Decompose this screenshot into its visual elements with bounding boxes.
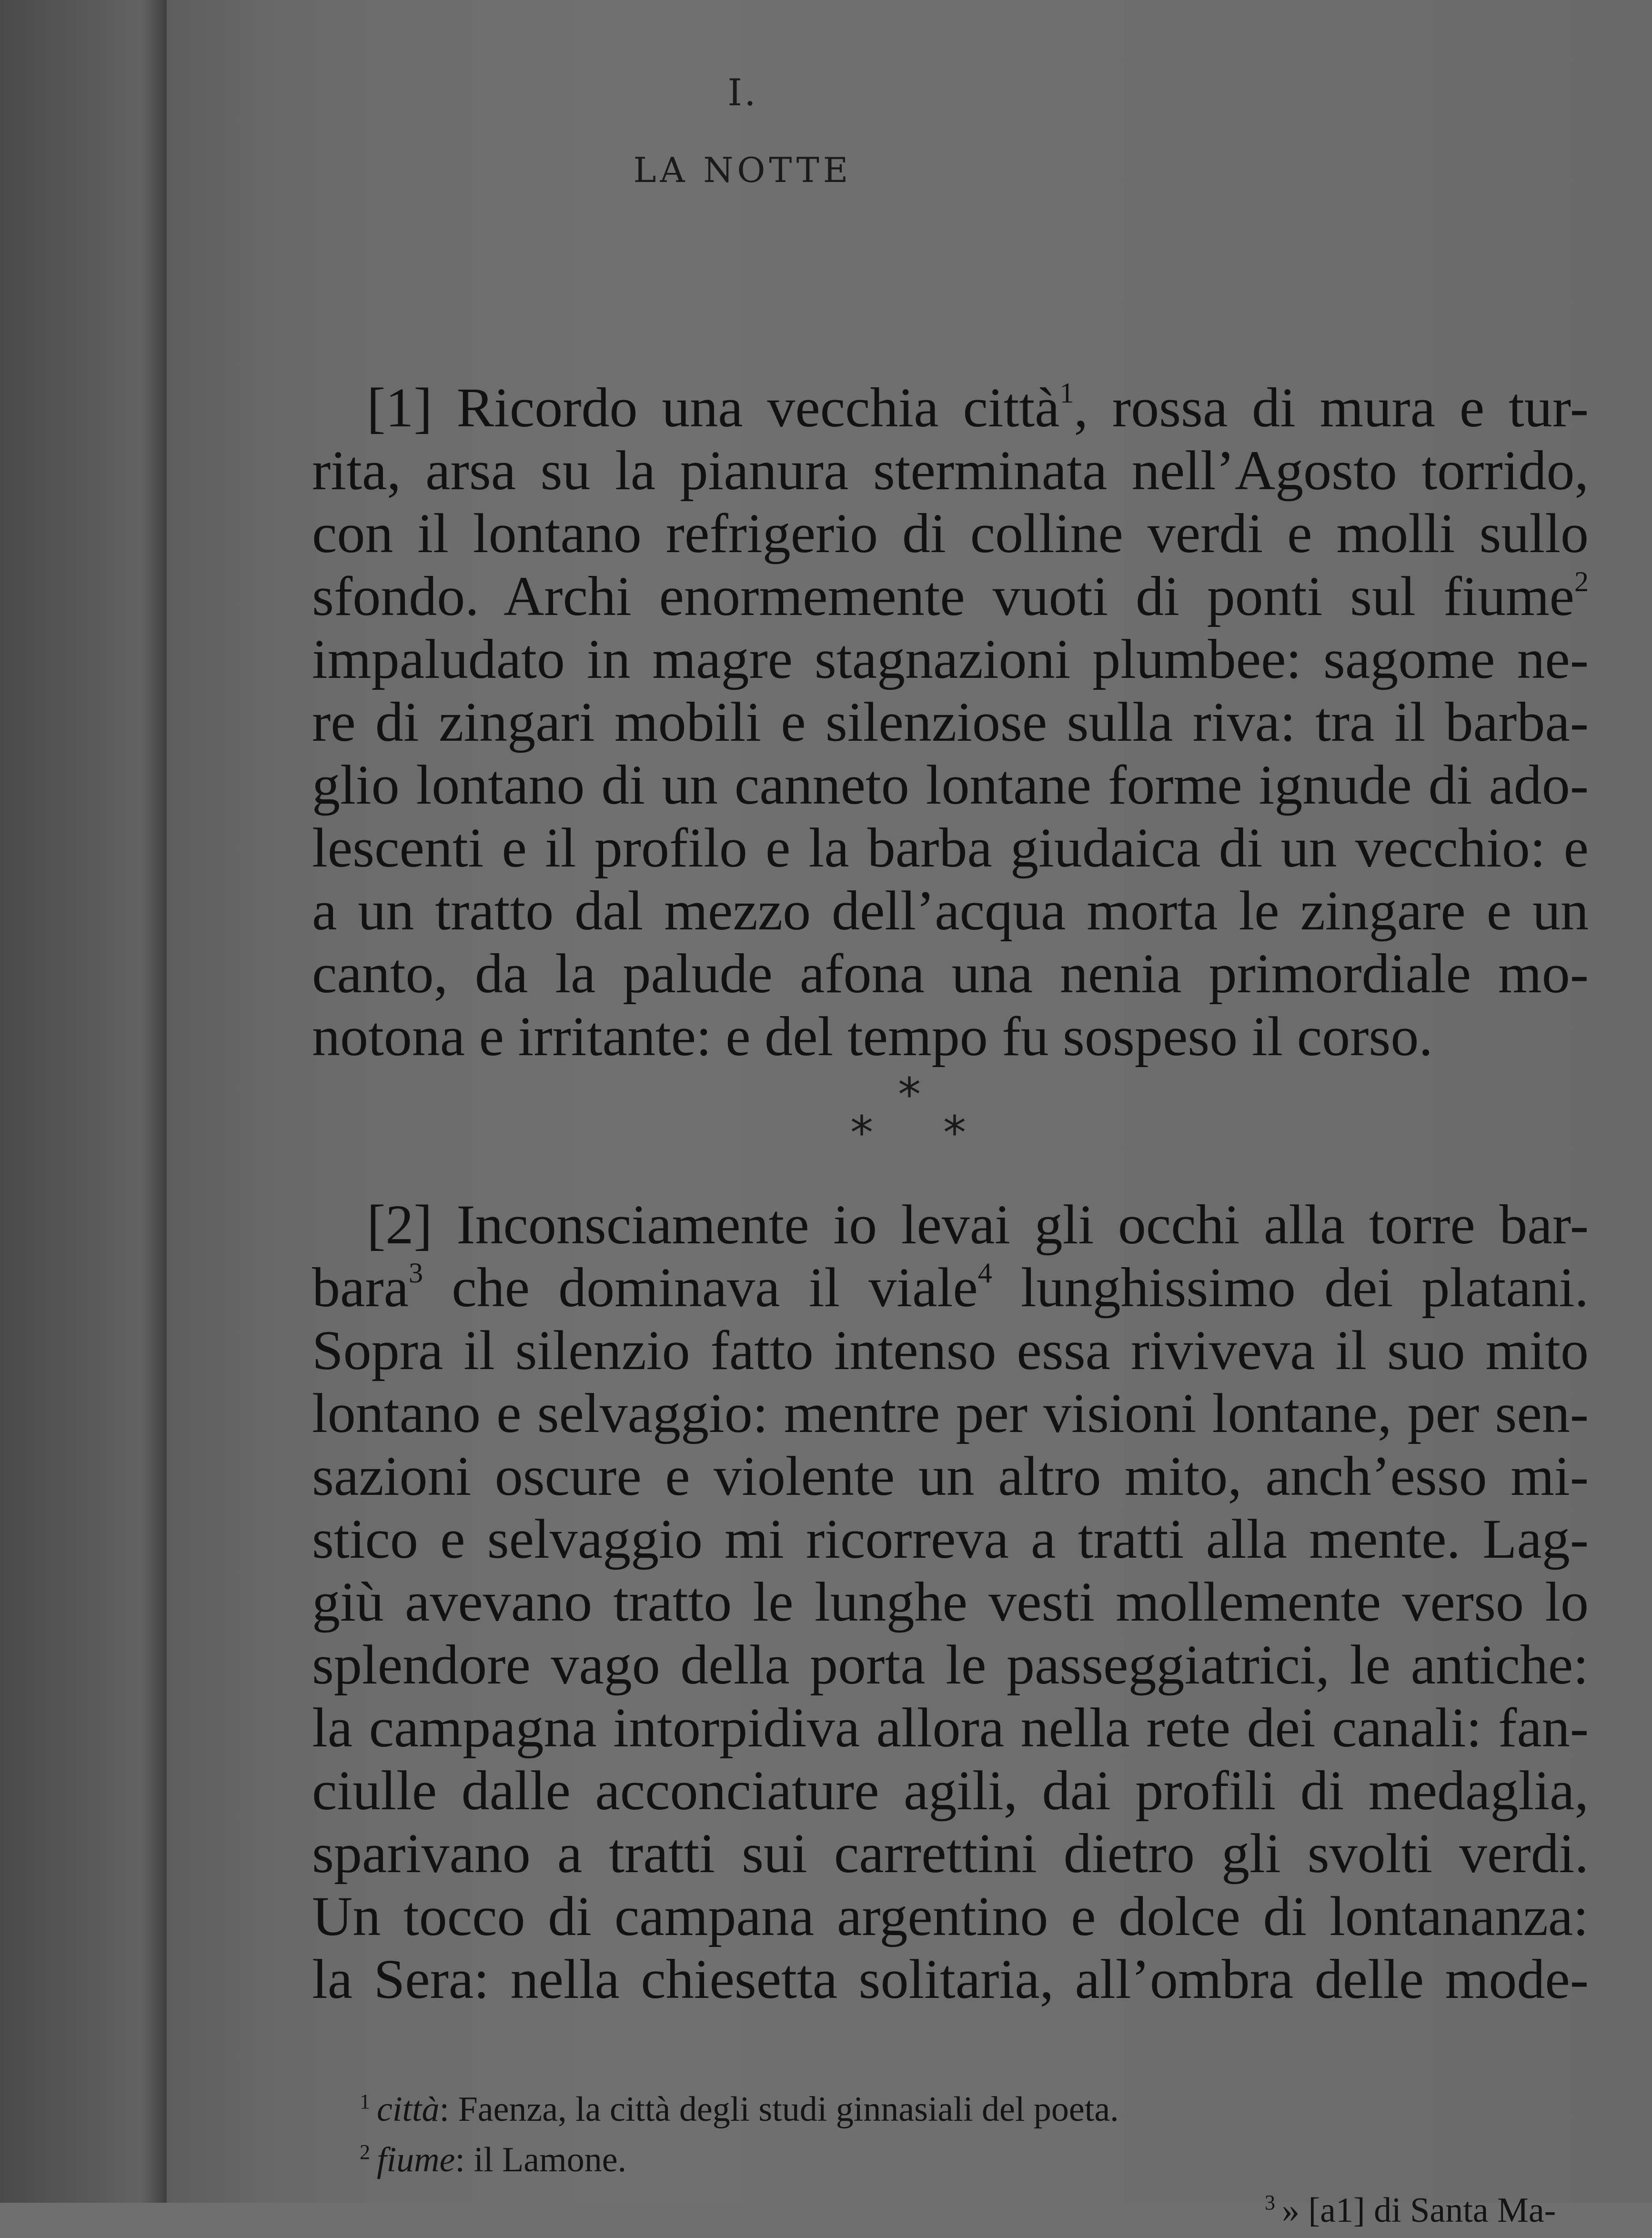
footnote-term: fiume — [377, 2140, 455, 2179]
text-line: Un tocco di campana argentino e dolce di lontananza: — [312, 1885, 1589, 1947]
text-line: sazioni oscure e violente un altro mito, anch’esso mi- — [312, 1445, 1589, 1507]
text-line: canto, da la palude afona una nenia primordiale mo- — [312, 942, 1589, 1005]
text-line: glio lontano di un canneto lontane forme ignude di ado- — [312, 754, 1589, 816]
book-spine-gutter — [0, 0, 167, 2203]
text-line: a un tratto dal mezzo dell’acqua morta le zingare e un — [312, 879, 1589, 942]
asterisk-right: * — [943, 1106, 966, 1159]
text-line: rita, arsa su la pianura sterminata nell’Agosto torrido, — [312, 439, 1589, 502]
footnote-text: : Faenza, la città degli studi ginnasiali del poeta. — [439, 2090, 1119, 2129]
text-line: splendore vago della porta le passeggiatrici, le antiche: — [312, 1633, 1589, 1696]
text-line: giù avevano tratto le lunghe vesti mollemente verso lo — [312, 1571, 1589, 1633]
book-page — [167, 0, 1652, 2230]
text-line: con il lontano refrigerio di colline verdi e molli sullo — [312, 502, 1589, 565]
asterisk-top: * — [898, 1068, 921, 1121]
text-line: re di zingari mobili e silenziose sulla riva: tra il barba- — [312, 691, 1589, 753]
text-line: lescenti e il profilo e la barba giudaica di un vecchio: e — [312, 817, 1589, 879]
text-line: impaludato in magre stagnazioni plumbee: sagome ne- — [312, 628, 1589, 690]
footnote-text: » [a1] di Santa Ma- — [1282, 2191, 1556, 2230]
chapter-number: I. — [727, 71, 758, 114]
footnote-item — [360, 2087, 1636, 2137]
section-separator — [848, 1068, 991, 1162]
text-line: lontano e selvaggio: mentre per visioni lontane, per sen- — [312, 1382, 1589, 1444]
text-line: bara$^3$ che dominava il viale$^4$ lunghissimo dei platani. — [312, 1256, 1589, 1319]
paragraph-1 — [312, 376, 1589, 1068]
footnote-item — [360, 2188, 1636, 2238]
asterisk-left: * — [850, 1106, 873, 1159]
text-line: notona e irritante: e del tempo fu sospeso il corso. — [312, 1005, 1433, 1068]
footnote-ref: 4 — [977, 1257, 992, 1289]
paragraph-2 — [312, 1193, 1589, 2011]
footnotes — [360, 2087, 1636, 2238]
chapter-title: LA NOTTE — [633, 150, 852, 190]
text-line: stico e selvaggio mi ricorreva a tratti alla mente. Lag- — [312, 1508, 1589, 1570]
footnote-ref: 3 — [409, 1257, 423, 1289]
text-line: la Sera: nella chiesetta solitaria, all’ombra delle mode- — [312, 1948, 1589, 2010]
footnote-text: : il Lamone. — [455, 2140, 627, 2179]
text-line: ciulle dalle acconciature agili, dai profili di medaglia, — [312, 1759, 1589, 1822]
footnote-term: città — [377, 2090, 440, 2129]
footnote-ref: 1 — [1059, 377, 1074, 409]
footnote-number: 2 — [360, 2140, 370, 2164]
text-line: [2] Inconsciamente io levai gli occhi alla torre bar- — [367, 1193, 1589, 1256]
text-line: Sopra il silenzio fatto intenso essa riviveva il suo mito — [312, 1319, 1589, 1381]
footnote-number: 3 — [1265, 2191, 1275, 2214]
footnote-ref: 2 — [1574, 565, 1589, 597]
text-line: sparivano a tratti sui carrettini dietro gli svolti verdi. — [312, 1822, 1589, 1885]
text-line: sfondo. Archi enormemente vuoti di ponti sul fiume$^2$ — [312, 565, 1589, 627]
footnote-number: 1 — [360, 2090, 370, 2113]
text-line: [1] Ricordo una vecchia città$^1$, rossa di mura e tur- — [367, 376, 1589, 439]
text-line: la campagna intorpidiva allora nella rete dei canali: fan- — [312, 1696, 1589, 1759]
footnote-item — [360, 2137, 1636, 2188]
